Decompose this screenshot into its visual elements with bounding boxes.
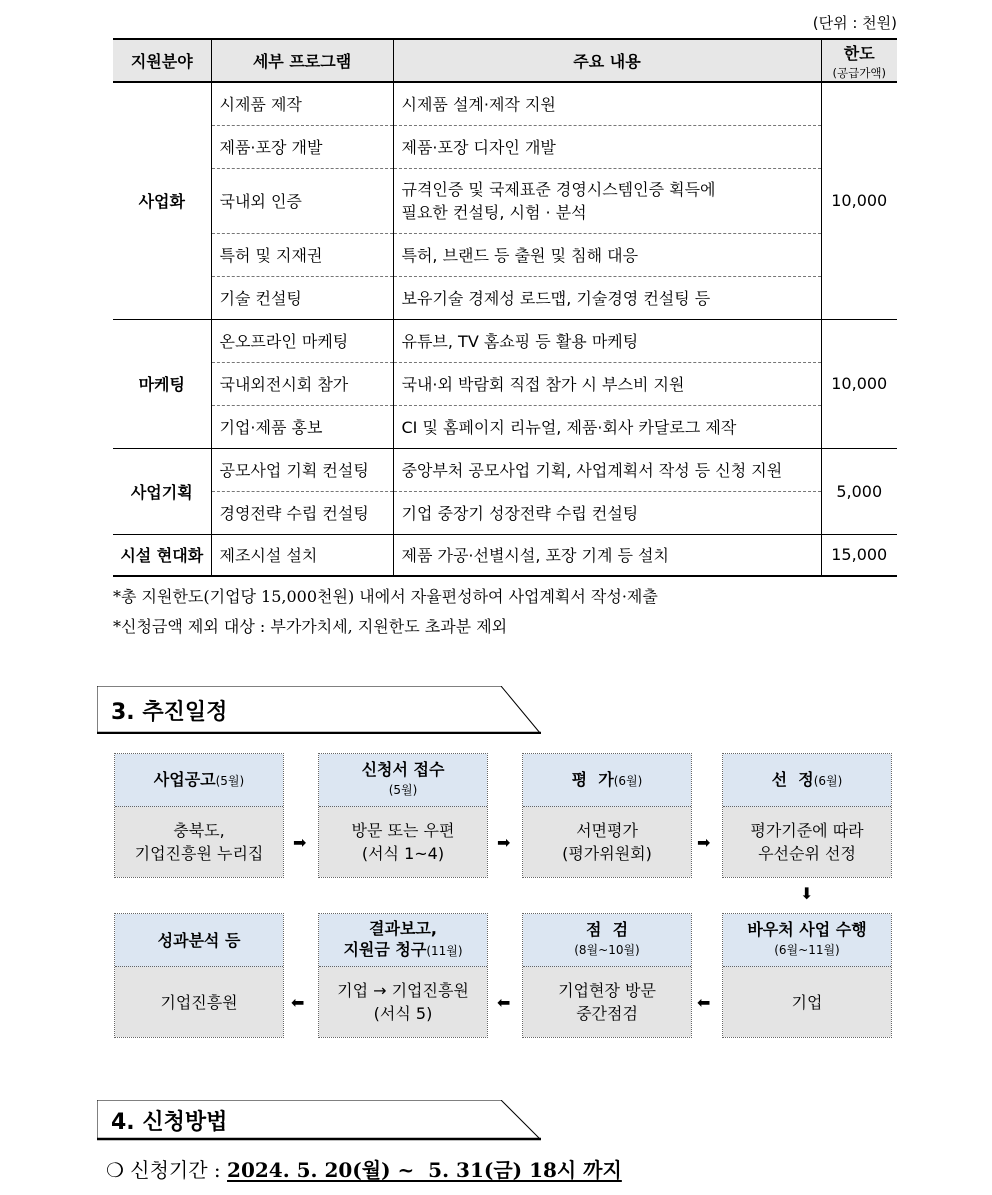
content-cell: CI 및 홈페이지 리뉴얼, 제품·회사 카달로그 제작 [393, 405, 821, 448]
flow-step-period: (5월) [388, 783, 418, 797]
limit-cell: 10,000 [821, 319, 897, 448]
flow-step-header [723, 914, 891, 967]
flow-step-voucher-execution [722, 913, 892, 1038]
limit-cell: 5,000 [821, 448, 897, 534]
flow-step-announcement [114, 753, 284, 878]
table-row [113, 276, 897, 319]
table-row [113, 233, 897, 276]
flow-step-body [723, 967, 891, 1037]
flow-step-body-line: (평가위원회) [562, 844, 652, 863]
application-period-value: 2024. 5. 20(월) ~ 5. 31(금) 18시 까지 [227, 1158, 622, 1182]
flow-step-body-line: 평가기준에 따라 [750, 821, 864, 840]
flow-step-body-line: 기업현장 방문 [558, 981, 656, 1000]
content-cell: 국내·외 박람회 직접 참가 시 부스비 지원 [393, 362, 821, 405]
program-cell: 국내외 인증 [211, 168, 393, 233]
category-cell: 사업기획 [113, 448, 211, 534]
flow-step-result-report [318, 913, 488, 1038]
flow-step-body [723, 807, 891, 877]
flow-step-body-line: 우선순위 선정 [758, 844, 856, 863]
flow-step-title: 바우처 사업 수행 [747, 920, 867, 939]
program-cell: 제품·포장 개발 [211, 125, 393, 168]
flow-step-evaluation [522, 753, 692, 878]
flow-step-title-line [772, 769, 843, 792]
header-limit-label: 한도 [843, 43, 875, 63]
section-header-application [97, 1100, 541, 1148]
content-cell: 유튜브, TV 홈쇼핑 등 활용 마케팅 [393, 319, 821, 362]
content-cell: 제품·포장 디자인 개발 [393, 125, 821, 168]
header-content: 주요 내용 [393, 39, 821, 82]
content-cell: 중앙부처 공모사업 기획, 사업계획서 작성 등 신청 지원 [393, 448, 821, 491]
table-row [113, 491, 897, 534]
flow-step-performance-analysis [114, 913, 284, 1038]
arrow-left-icon: ⬅ [697, 993, 711, 1012]
content-cell: 기업 중장기 성장전략 수립 컨설팅 [393, 491, 821, 534]
flow-step-header [723, 754, 891, 807]
flow-step-selection [722, 753, 892, 878]
flow-step-title: 결과보고, [369, 919, 437, 938]
flow-step-title-line [572, 769, 643, 792]
table-row [113, 448, 897, 491]
flow-step-header [523, 914, 691, 967]
flow-step-header [115, 754, 283, 807]
flow-step-body-line: 충북도, [173, 821, 225, 840]
flow-step-title-line [154, 769, 244, 792]
table-row [113, 405, 897, 448]
application-period-label: 신청기간 : [130, 1158, 228, 1182]
content-line: 필요한 컨설팅, 시험 · 분석 [401, 202, 587, 222]
note-total-limit: *총 지원한도(기업당 15,000천원) 내에서 자율편성하여 사업계획서 작성·제출 [113, 587, 658, 606]
program-cell: 경영전략 수립 컨설팅 [211, 491, 393, 534]
header-program: 세부 프로그램 [211, 39, 393, 82]
flow-step-title: 신청서 접수 [361, 760, 445, 779]
flow-step-body-line: 기업진흥원 누리집 [134, 844, 264, 863]
program-cell: 특허 및 지재권 [211, 233, 393, 276]
flow-step-body [523, 807, 691, 877]
flow-step-title: 점 검 [585, 920, 629, 939]
header-field: 지원분야 [113, 39, 211, 82]
flow-step-period: (5월) [215, 773, 245, 788]
table-row [113, 534, 897, 576]
flow-step-title: 사업공고 [153, 769, 216, 789]
program-cell: 시제품 제작 [211, 82, 393, 125]
arrow-right-icon: ➡ [293, 833, 307, 852]
content-cell [393, 168, 821, 233]
category-cell: 마케팅 [113, 319, 211, 448]
table-row [113, 125, 897, 168]
category-cell: 사업화 [113, 82, 211, 319]
flow-step-period: (6월~11월) [774, 943, 840, 957]
content-cell: 제품 가공·선별시설, 포장 기계 등 설치 [393, 534, 821, 576]
content-line: 규격인증 및 국제표준 경영시스템인증 획득에 [401, 179, 716, 199]
arrow-left-icon: ⬅ [291, 993, 305, 1012]
content-cell: 특허, 브랜드 등 출원 및 침해 대응 [393, 233, 821, 276]
program-cell: 공모사업 기획 컨설팅 [211, 448, 393, 491]
section-title: 4. 신청방법 [111, 1110, 228, 1135]
flow-step-body-line: (서식 5) [373, 1004, 433, 1023]
content-cell: 보유기술 경제성 로드맵, 기술경영 컨설팅 등 [393, 276, 821, 319]
flow-step-body [523, 967, 691, 1037]
arrow-left-icon: ⬅ [497, 993, 511, 1012]
program-cell: 제조시설 설치 [211, 534, 393, 576]
bullet-icon: ❍ [106, 1158, 124, 1182]
flow-step-inspection [522, 913, 692, 1038]
table-row [113, 362, 897, 405]
flow-step-body [319, 967, 487, 1037]
limit-cell: 10,000 [821, 82, 897, 319]
application-period [106, 1154, 622, 1183]
flow-step-body-line: 방문 또는 우편 [351, 821, 455, 840]
flow-step-header [115, 914, 283, 967]
flow-step-body-line: 기업 [791, 992, 823, 1012]
header-limit [821, 39, 897, 82]
flow-step-period: (6월) [813, 773, 843, 788]
table-row [113, 82, 897, 125]
program-cell: 온오프라인 마케팅 [211, 319, 393, 362]
content-cell: 시제품 설계·제작 지원 [393, 82, 821, 125]
header-limit-sub: (공급가액) [832, 65, 886, 80]
flow-step-application [318, 753, 488, 878]
table-header-row [113, 39, 897, 82]
flow-step-body-line: 서면평가 [576, 821, 638, 840]
note-exclusion: *신청금액 제외 대상 : 부가가치세, 지원한도 초과분 제외 [113, 617, 508, 636]
flow-step-body [319, 807, 487, 877]
flow-step-title: 지원금 청구 [343, 940, 427, 959]
flow-step-title-line [343, 939, 462, 962]
arrow-right-icon: ➡ [697, 833, 711, 852]
category-cell: 시설 현대화 [113, 534, 211, 576]
limit-cell: 15,000 [821, 534, 897, 576]
arrow-right-icon: ➡ [497, 833, 511, 852]
unit-label: (단위 : 천원) [812, 14, 897, 32]
flow-step-period: (8월~10월) [574, 943, 640, 957]
table-row [113, 168, 897, 233]
program-cell: 국내외전시회 참가 [211, 362, 393, 405]
flow-step-body [115, 807, 283, 877]
flow-step-title: 평 가 [571, 769, 614, 789]
arrow-down-icon: ⬇ [800, 884, 814, 903]
flow-step-title: 선 정 [771, 769, 814, 789]
flow-step-header [523, 754, 691, 807]
flow-step-title: 성과분석 등 [157, 930, 241, 950]
flow-step-period: (6월) [613, 773, 643, 788]
flow-step-body [115, 967, 283, 1037]
support-table [113, 38, 897, 577]
flow-step-body-line: 중간점검 [576, 1004, 638, 1023]
program-cell: 기업·제품 홍보 [211, 405, 393, 448]
section-title: 3. 추진일정 [111, 700, 228, 725]
table-row [113, 319, 897, 362]
flow-step-header [319, 754, 487, 807]
flow-step-body-line: (서식 1~4) [361, 844, 445, 863]
flow-step-header [319, 914, 487, 967]
flow-step-body-line: 기업진흥원 [160, 992, 238, 1012]
flow-step-body-line: 기업 → 기업진흥원 [337, 981, 469, 1000]
program-cell: 기술 컨설팅 [211, 276, 393, 319]
section-header-schedule [97, 686, 541, 734]
flow-step-period: (11월) [426, 944, 463, 958]
